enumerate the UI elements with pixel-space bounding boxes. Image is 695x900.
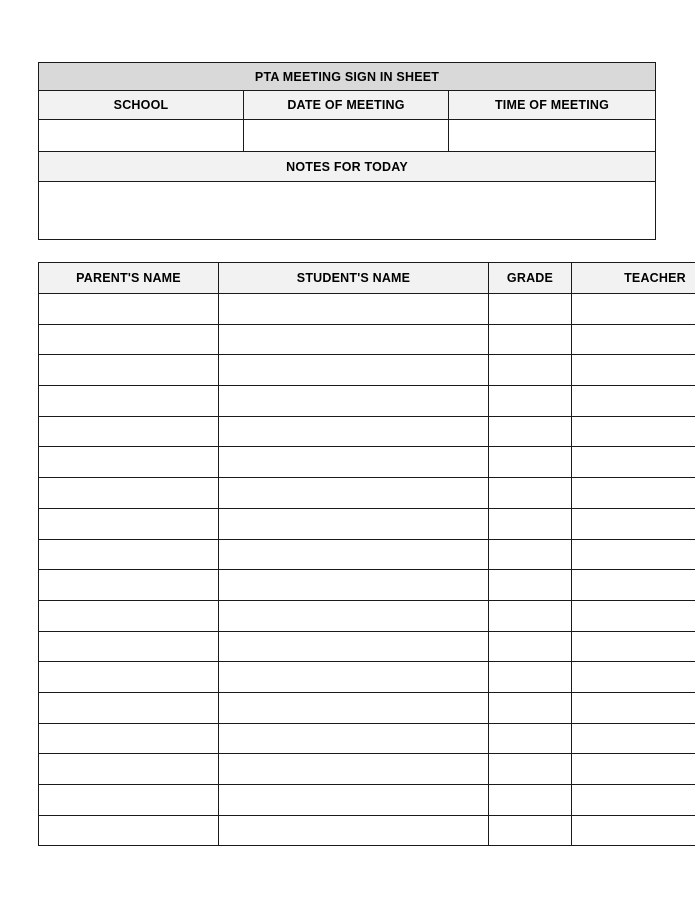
students-name-cell[interactable] <box>219 386 489 417</box>
signin-rows-container <box>39 294 695 846</box>
notes-for-today-header: NOTES FOR TODAY <box>39 152 656 182</box>
parents-name-header: PARENT'S NAME <box>39 263 219 294</box>
parents-name-cell[interactable] <box>39 447 219 478</box>
school-input-cell[interactable] <box>39 120 244 152</box>
parents-name-cell[interactable] <box>39 508 219 539</box>
teacher-cell[interactable] <box>572 386 695 417</box>
teacher-cell[interactable] <box>572 631 695 662</box>
table-row <box>39 754 695 785</box>
grade-cell[interactable] <box>489 785 572 816</box>
table-row <box>39 416 695 447</box>
students-name-cell[interactable] <box>219 416 489 447</box>
grade-cell[interactable] <box>489 416 572 447</box>
form-title: PTA MEETING SIGN IN SHEET <box>39 63 656 91</box>
students-name-cell[interactable] <box>219 355 489 386</box>
students-name-cell[interactable] <box>219 754 489 785</box>
grade-cell[interactable] <box>489 508 572 539</box>
teacher-cell[interactable] <box>572 815 695 846</box>
parents-name-cell[interactable] <box>39 600 219 631</box>
grade-cell[interactable] <box>489 386 572 417</box>
students-name-cell[interactable] <box>219 785 489 816</box>
grade-cell[interactable] <box>489 815 572 846</box>
signin-sheet-table <box>38 262 695 846</box>
notes-label-row <box>39 152 656 182</box>
school-header: SCHOOL <box>39 91 244 120</box>
students-name-cell[interactable] <box>219 723 489 754</box>
grade-cell[interactable] <box>489 570 572 601</box>
grade-cell[interactable] <box>489 600 572 631</box>
students-name-header: STUDENT'S NAME <box>219 263 489 294</box>
parents-name-cell[interactable] <box>39 539 219 570</box>
grade-cell[interactable] <box>489 447 572 478</box>
teacher-cell[interactable] <box>572 478 695 509</box>
parents-name-cell[interactable] <box>39 478 219 509</box>
grade-cell[interactable] <box>489 692 572 723</box>
parents-name-cell[interactable] <box>39 815 219 846</box>
parents-name-cell[interactable] <box>39 324 219 355</box>
table-row <box>39 815 695 846</box>
table-row <box>39 692 695 723</box>
students-name-cell[interactable] <box>219 294 489 325</box>
table-row <box>39 478 695 509</box>
teacher-cell[interactable] <box>572 416 695 447</box>
parents-name-cell[interactable] <box>39 754 219 785</box>
grade-cell[interactable] <box>489 631 572 662</box>
grade-cell[interactable] <box>489 662 572 693</box>
notes-body-row <box>39 182 656 240</box>
meeting-info-table <box>38 62 656 240</box>
students-name-cell[interactable] <box>219 570 489 601</box>
parents-name-cell[interactable] <box>39 723 219 754</box>
teacher-cell[interactable] <box>572 692 695 723</box>
date-of-meeting-header: DATE OF MEETING <box>244 91 449 120</box>
grade-cell[interactable] <box>489 723 572 754</box>
table-row <box>39 355 695 386</box>
teacher-cell[interactable] <box>572 447 695 478</box>
teacher-cell[interactable] <box>572 324 695 355</box>
time-of-meeting-input-cell[interactable] <box>449 120 656 152</box>
parents-name-cell[interactable] <box>39 631 219 662</box>
teacher-cell[interactable] <box>572 662 695 693</box>
table-row <box>39 386 695 417</box>
grade-cell[interactable] <box>489 478 572 509</box>
table-row <box>39 570 695 601</box>
teacher-header: TEACHER <box>572 263 695 294</box>
students-name-cell[interactable] <box>219 539 489 570</box>
parents-name-cell[interactable] <box>39 416 219 447</box>
teacher-cell[interactable] <box>572 508 695 539</box>
teacher-cell[interactable] <box>572 754 695 785</box>
teacher-cell[interactable] <box>572 600 695 631</box>
table-row <box>39 508 695 539</box>
teacher-cell[interactable] <box>572 570 695 601</box>
parents-name-cell[interactable] <box>39 386 219 417</box>
parents-name-cell[interactable] <box>39 692 219 723</box>
students-name-cell[interactable] <box>219 692 489 723</box>
teacher-cell[interactable] <box>572 294 695 325</box>
students-name-cell[interactable] <box>219 478 489 509</box>
time-of-meeting-header: TIME OF MEETING <box>449 91 656 120</box>
table-row <box>39 785 695 816</box>
info-title-row <box>39 63 656 91</box>
parents-name-cell[interactable] <box>39 662 219 693</box>
parents-name-cell[interactable] <box>39 785 219 816</box>
table-row <box>39 294 695 325</box>
grade-cell[interactable] <box>489 294 572 325</box>
table-row <box>39 600 695 631</box>
students-name-cell[interactable] <box>219 324 489 355</box>
parents-name-cell[interactable] <box>39 570 219 601</box>
grade-cell[interactable] <box>489 324 572 355</box>
info-entry-row <box>39 120 656 152</box>
students-name-cell[interactable] <box>219 631 489 662</box>
date-of-meeting-input-cell[interactable] <box>244 120 449 152</box>
table-row <box>39 631 695 662</box>
signin-header-row <box>39 263 695 294</box>
grade-cell[interactable] <box>489 355 572 386</box>
teacher-cell[interactable] <box>572 723 695 754</box>
students-name-cell[interactable] <box>219 508 489 539</box>
info-header-row <box>39 91 656 120</box>
table-row <box>39 662 695 693</box>
teacher-cell[interactable] <box>572 785 695 816</box>
parents-name-cell[interactable] <box>39 294 219 325</box>
table-row <box>39 723 695 754</box>
teacher-cell[interactable] <box>572 355 695 386</box>
teacher-cell[interactable] <box>572 539 695 570</box>
grade-cell[interactable] <box>489 539 572 570</box>
students-name-cell[interactable] <box>219 447 489 478</box>
grade-header: GRADE <box>489 263 572 294</box>
students-name-cell[interactable] <box>219 600 489 631</box>
students-name-cell[interactable] <box>219 662 489 693</box>
table-row <box>39 447 695 478</box>
table-row <box>39 539 695 570</box>
notes-input-cell[interactable] <box>39 182 656 240</box>
grade-cell[interactable] <box>489 754 572 785</box>
table-row <box>39 324 695 355</box>
students-name-cell[interactable] <box>219 815 489 846</box>
parents-name-cell[interactable] <box>39 355 219 386</box>
